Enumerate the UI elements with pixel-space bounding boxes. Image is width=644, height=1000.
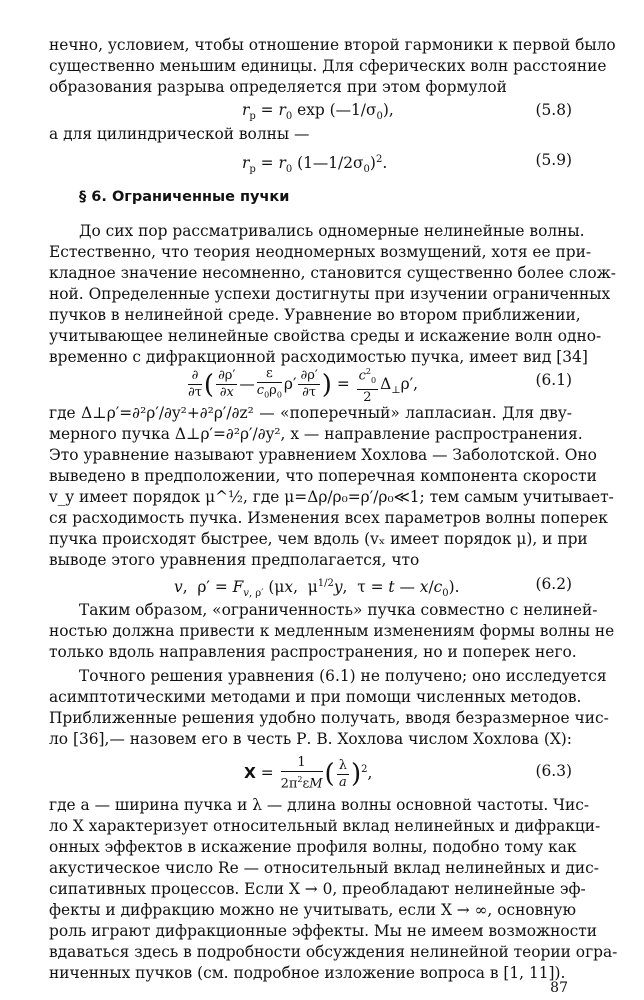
text-line: Это уравнение называют уравнением Хохлова — Заболотской. Оно (49, 446, 597, 464)
text-line: ся расходимость пучка. Изменения всех параметров волны поперек (49, 509, 608, 527)
page-number: 87 (550, 980, 568, 996)
text-line: асимптотическими методами и при помощи численных методов. (49, 688, 582, 706)
text-line: где a — ширина пучка и λ — длина волны основной частоты. Чис- (49, 796, 590, 814)
text-line: Таким образом, «ограниченность» пучка совместно с нелиней- (79, 601, 598, 619)
equation-number: (6.1) (535, 371, 572, 389)
text-line: только вдоль направления распространения, но и поперек него. (49, 643, 577, 661)
text-line: пучков в нелинейной среде. Уравнение во втором приближении, (49, 306, 581, 324)
text-line: ниченных пучков (см. подробное изложение вопроса в [1, 11]). (49, 964, 566, 982)
equation-6-3: X = $\frac{1}{2\pi^2\varepsilon M}$ ( $\frac{\lambda}{a}$ )$^2$, (244, 755, 373, 792)
text-line: выводе этого уравнения предполагается, что (49, 551, 420, 569)
text-line: мерного пучка Δ⊥ρ′=∂²ρ′/∂y², x — направление распространения. (49, 425, 583, 443)
text-line: ностью должна привести к медленным изменениям формы волны не (49, 622, 615, 640)
equation-5-9: $r_р = r_0$ $(1—1/2\sigma_0)^2$. (242, 154, 388, 176)
equation-number: (5.9) (535, 151, 572, 169)
text-line: Приближенные решения удобно получать, вводя безразмерное чис- (49, 709, 609, 727)
section-title: § 6. Ограниченные пучки (79, 189, 290, 205)
text-line: роль играют дифракционные эффекты. Мы не имеем возможности (49, 922, 598, 940)
text-line: сипативных процессов. Если X → 0, преобладают нелинейные эф- (49, 880, 586, 898)
text-line: учитывающее нелинейные свойства среды и искажение волн одно- (49, 327, 602, 345)
text-line: временно с дифракционной расходимостью пучка, имеет вид [34] (49, 348, 588, 366)
equation-number: (5.8) (535, 101, 572, 119)
equation-number: (6.2) (535, 575, 572, 593)
equation-5-8: $r_р = r_0$ $\exp (—1/\sigma_0)$, (242, 101, 394, 123)
text-line: ло [36],— назовем его в честь Р. В. Хохлова числом Хохлова (X): (49, 730, 572, 748)
text-line: образования разрыва определяется при этом формулой (49, 78, 507, 96)
text-line: онных эффектов в искажение профиля волны, подобно тому как (49, 838, 577, 856)
text-line: До сих пор рассматривались одномерные нелинейные волны. (79, 222, 585, 240)
text-line: ло X характеризует относительный вклад нелинейных и дифракци- (49, 817, 601, 835)
text-line: где Δ⊥ρ′=∂²ρ′/∂y²+∂²ρ′/∂z² — «поперечный» лапласиан. Для дву- (49, 404, 572, 422)
equation-6-2: v, $\rho' = F_{v, \rho'}$ (μx, $\mu^{1/2}y$, τ = t — $x/c_0$). (174, 578, 460, 600)
text-line: вдаваться здесь в подробности обсуждения нелинейной теории огра- (49, 943, 618, 961)
text-line: а для цилиндрической волны — (49, 125, 310, 143)
text-line: Естественно, что теория неодномерных возмущений, хотя ее при- (49, 243, 592, 261)
text-line: кладное значение несомненно, становится существенно более слож- (49, 264, 616, 282)
text-line: выведено в предположении, что поперечная компонента скорости (49, 467, 597, 485)
text-line: существенно меньшим единицы. Для сферических волн расстояние (49, 57, 607, 75)
text-line: ной. Определенные успехи достигнуты при изучении ограниченных (49, 285, 611, 303)
text-line: акустическое число Re — относительный вклад нелинейных и дис- (49, 859, 599, 877)
text-line: пучка происходят быстрее, чем вдоль (vₓ имеет порядок μ), и при (49, 530, 588, 548)
text-line: v_y имеет порядок μ^½, где μ=Δρ/ρ₀=ρ′/ρ₀≪1; тем самым учитывает- (49, 488, 614, 506)
equation-number: (6.3) (535, 762, 572, 780)
equation-6-1: $\frac{\partial}{\partial\tau}$ ( $\frac{\partial\rho'}{\partial x}$ — $\frac{\varepsilon}{c_0\rho_0}$ ρ′ $\frac{\partial\rho'}{\partial\tau}$ ) = $\frac{c^2_0}{2}$ $\Delta_\perp\rho'$, (186, 364, 418, 406)
text-line: нечно, условием, чтобы отношение второй гармоники к первой было (49, 36, 616, 54)
text-line: фекты и дифракцию можно не учитывать, если X → ∞, основную (49, 901, 576, 919)
text-line: Точного решения уравнения (6.1) не получено; оно исследуется (79, 667, 607, 685)
